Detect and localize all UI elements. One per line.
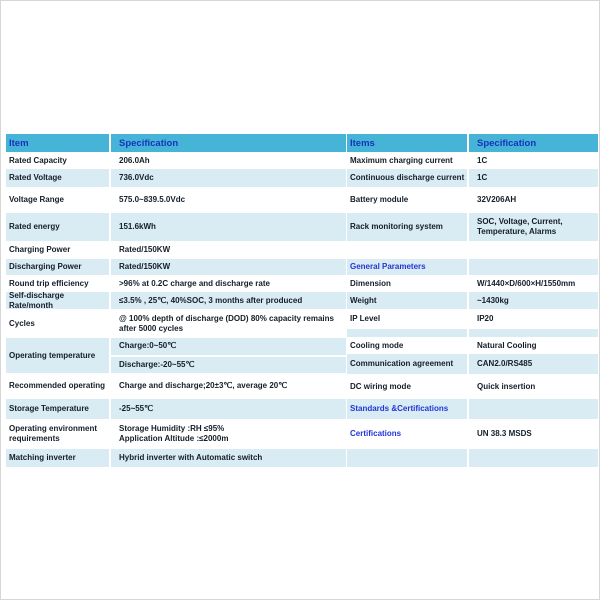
item-cell: Discharging Power (6, 259, 109, 275)
table-row (6, 292, 346, 309)
spec-cell (469, 241, 598, 259)
table-row (6, 275, 346, 292)
table-row (347, 259, 598, 275)
spec-line: Storage Humidity :RH ≤95% (119, 424, 225, 433)
spec-subcell: Discharge:-20~55℃ (119, 359, 195, 369)
table-row (347, 292, 598, 309)
spec-cell: Rated/150KW (111, 259, 346, 275)
table-row (6, 419, 346, 449)
spec-cell (469, 399, 598, 419)
spec-cell: ~1430kg (469, 292, 598, 309)
spec-cell: IP20 (469, 309, 598, 329)
spec-cell: @ 100% depth of discharge (DOD) 80% capacity remains after 5000 cycles (111, 309, 346, 338)
spec-cell: 1C (469, 152, 598, 169)
spec-cell: Charge and discharge;20±3℃, average 20℃ (111, 373, 346, 399)
spec-cell (111, 338, 346, 373)
item-cell: Self-discharge Rate/month (6, 292, 109, 309)
spec-cell: CAN2.0/RS485 (469, 354, 598, 374)
item-cell: Battery module (347, 187, 467, 213)
table-row (347, 275, 598, 292)
item-cell: Cycles (6, 309, 109, 338)
table-row (347, 241, 598, 259)
item-cell: Operating environment requirements (6, 419, 109, 449)
column-header-specification: Specification (469, 134, 598, 152)
section-label-cell: Standards &Certifications (347, 399, 467, 419)
column-header-item: Item (6, 134, 109, 152)
spec-subcell: Charge:0~50℃ (111, 338, 346, 357)
table-row (347, 419, 598, 449)
item-cell (347, 449, 467, 467)
column-header-items: Items (347, 134, 467, 152)
item-cell: Weight (347, 292, 467, 309)
spec-cell (469, 329, 598, 337)
item-cell: Continuous discharge current (347, 169, 467, 187)
spec-cell: ≤3.5% , 25℃, 40%SOC, 3 months after produced (111, 292, 346, 309)
spec-cell: 575.0~839.5.0Vdc (111, 187, 346, 213)
item-cell: Rated energy (6, 213, 109, 241)
item-cell: Operating temperature (6, 338, 109, 373)
spec-cell: 736.0Vdc (111, 169, 346, 187)
item-cell (347, 329, 467, 337)
table-header-row (347, 134, 598, 152)
spec-cell: Quick insertion (469, 374, 598, 399)
item-cell (347, 241, 467, 259)
item-cell: Cooling mode (347, 337, 467, 354)
spec-cell: 32V206AH (469, 187, 598, 213)
item-cell: IP Level (347, 309, 467, 329)
spec-line: Application Altitude :≤2000m (119, 434, 229, 443)
item-cell: Charging Power (6, 241, 109, 259)
table-row (6, 169, 346, 187)
item-cell: Rated Capacity (6, 152, 109, 169)
section-label-cell: General Parameters (347, 259, 467, 275)
table-body (6, 152, 346, 467)
battery-spec-table-left (6, 134, 346, 467)
item-cell: Matching inverter (6, 449, 109, 467)
item-cell: Rated Voltage (6, 169, 109, 187)
table-row (347, 329, 598, 337)
item-cell: Round trip efficiency (6, 275, 109, 292)
spec-cell (111, 419, 346, 449)
table-row (6, 259, 346, 275)
table-row (6, 373, 346, 399)
spec-cell: 206.0Ah (111, 152, 346, 169)
table-row (347, 309, 598, 329)
spec-cell: 151.6kWh (111, 213, 346, 241)
section-label-cell: Certifications (347, 419, 467, 449)
table-row (347, 187, 598, 213)
table-row (347, 213, 598, 241)
table-row (347, 337, 598, 354)
item-cell: Rack monitoring system (347, 213, 467, 241)
table-row (347, 169, 598, 187)
table-header-row (6, 134, 346, 152)
spec-cell: UN 38.3 MSDS (469, 419, 598, 449)
spec-cell: SOC, Voltage, Current, Temperature, Alarms (469, 213, 598, 241)
spec-cell (469, 449, 598, 467)
spec-cell: 1C (469, 169, 598, 187)
table-row (6, 449, 346, 467)
spec-cell: Rated/150KW (111, 241, 346, 259)
spec-cell: W/1440×D/600×H/1550mm (469, 275, 598, 292)
table-row (6, 241, 346, 259)
item-cell: Storage Temperature (6, 399, 109, 419)
table-row (347, 399, 598, 419)
table-row (347, 354, 598, 374)
table-row (6, 338, 346, 373)
table-row (347, 374, 598, 399)
table-row (6, 399, 346, 419)
table-row (6, 187, 346, 213)
item-cell: Communication agreement (347, 354, 467, 374)
table-row (347, 449, 598, 467)
column-header-specification: Specification (111, 134, 346, 152)
item-cell: DC wiring mode (347, 374, 467, 399)
table-row (347, 152, 598, 169)
battery-spec-table-right (347, 134, 598, 467)
spec-cell: Hybrid inverter with Automatic switch (111, 449, 346, 467)
table-body (347, 152, 598, 467)
item-cell: Dimension (347, 275, 467, 292)
spec-cell: -25~55℃ (111, 399, 346, 419)
item-cell: Recommended operating (6, 373, 109, 399)
table-row (6, 213, 346, 241)
spec-cell: >96% at 0.2C charge and discharge rate (111, 275, 346, 292)
item-cell: Voltage Range (6, 187, 109, 213)
table-row (6, 152, 346, 169)
spec-cell: Natural Cooling (469, 337, 598, 354)
table-row (6, 309, 346, 338)
item-cell: Maximum charging current (347, 152, 467, 169)
spec-cell (469, 259, 598, 275)
